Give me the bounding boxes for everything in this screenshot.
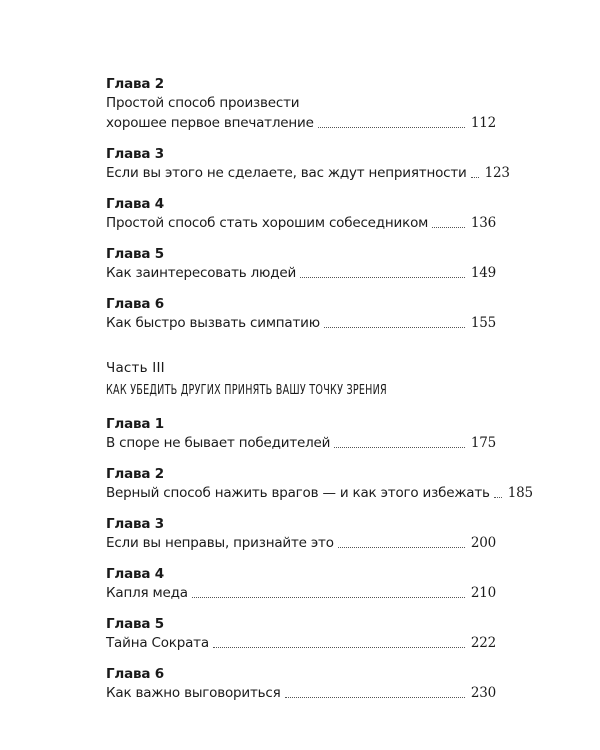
chapter-label: Глава 4 (106, 196, 164, 212)
chapter-title: Если вы этого не сделаете, вас ждут неприятности (106, 165, 467, 181)
toc-entry (106, 195, 496, 233)
part-heading (106, 359, 496, 401)
chapter-title: хорошее первое впечатление (106, 115, 314, 131)
page-number: 222 (470, 635, 496, 651)
page-number: 136 (470, 215, 496, 231)
chapter-title: Простой способ стать хорошим собеседником (106, 215, 429, 231)
chapter-title: Как важно выговориться (106, 685, 281, 701)
chapter-title-row (106, 113, 496, 133)
toc-entry (106, 615, 496, 653)
chapter-label: Глава 4 (106, 566, 164, 582)
chapter-title: Как быстро вызвать симпатию (106, 315, 320, 331)
toc-entry (106, 465, 533, 503)
toc-entry (106, 415, 496, 453)
toc-entry (106, 245, 496, 283)
chapter-title-row (106, 213, 496, 233)
toc-entry (106, 665, 496, 703)
chapter-title-line: Простой способ произвести (106, 95, 300, 111)
chapter-title: В споре не бывает победителей (106, 435, 331, 451)
page-number: 175 (470, 435, 496, 451)
page-number: 123 (484, 165, 510, 181)
chapter-title: Верный способ нажить врагов — и как этого избежать (106, 485, 490, 501)
chapter-title-row (106, 483, 533, 503)
chapter-title-row (106, 313, 496, 333)
toc-entry (106, 295, 496, 333)
toc-entry (106, 515, 496, 553)
dot-leader (471, 177, 479, 178)
dot-leader (324, 327, 465, 328)
page-number: 200 (470, 535, 496, 551)
dot-leader (432, 227, 465, 228)
part-label: Часть III (106, 360, 165, 376)
chapter-title: Как заинтересовать людей (106, 265, 297, 281)
dot-leader (334, 447, 465, 448)
chapter-title-row (106, 263, 496, 283)
chapter-title-row (106, 163, 510, 183)
table-of-contents (106, 75, 533, 715)
chapter-title-row (106, 583, 496, 603)
dot-leader (213, 647, 465, 648)
chapter-title-row (106, 683, 496, 703)
dot-leader (338, 547, 465, 548)
page-number: 185 (507, 485, 533, 501)
page-number: 230 (470, 685, 496, 701)
toc-entry (106, 145, 510, 183)
dot-leader (494, 497, 502, 498)
chapter-label: Глава 3 (106, 516, 164, 532)
chapter-title: Если вы неправы, признайте это (106, 535, 334, 551)
chapter-label: Глава 6 (106, 666, 164, 682)
chapter-title-row (106, 533, 496, 553)
chapter-label: Глава 5 (106, 616, 164, 632)
chapter-label: Глава 3 (106, 146, 164, 162)
dot-leader (318, 127, 465, 128)
chapter-title-row (106, 633, 496, 653)
chapter-label: Глава 1 (106, 416, 164, 432)
page-number: 112 (470, 115, 496, 131)
chapter-title: Капля меда (106, 585, 188, 601)
page-number: 149 (470, 265, 496, 281)
chapter-label: Глава 5 (106, 246, 164, 262)
chapter-label: Глава 2 (106, 76, 164, 92)
dot-leader (300, 277, 465, 278)
chapter-label: Глава 2 (106, 466, 164, 482)
dot-leader (192, 597, 465, 598)
chapter-label: Глава 6 (106, 296, 164, 312)
chapter-title-row (106, 433, 496, 453)
part-title: КАК УБЕДИТЬ ДРУГИХ ПРИНЯТЬ ВАШУ ТОЧКУ ЗРЕНИЯ (106, 383, 387, 398)
dot-leader (285, 697, 465, 698)
toc-entry (106, 565, 496, 603)
toc-entry (106, 75, 496, 133)
page-number: 155 (470, 315, 496, 331)
chapter-title: Тайна Сократа (106, 635, 209, 651)
page-number: 210 (470, 585, 496, 601)
